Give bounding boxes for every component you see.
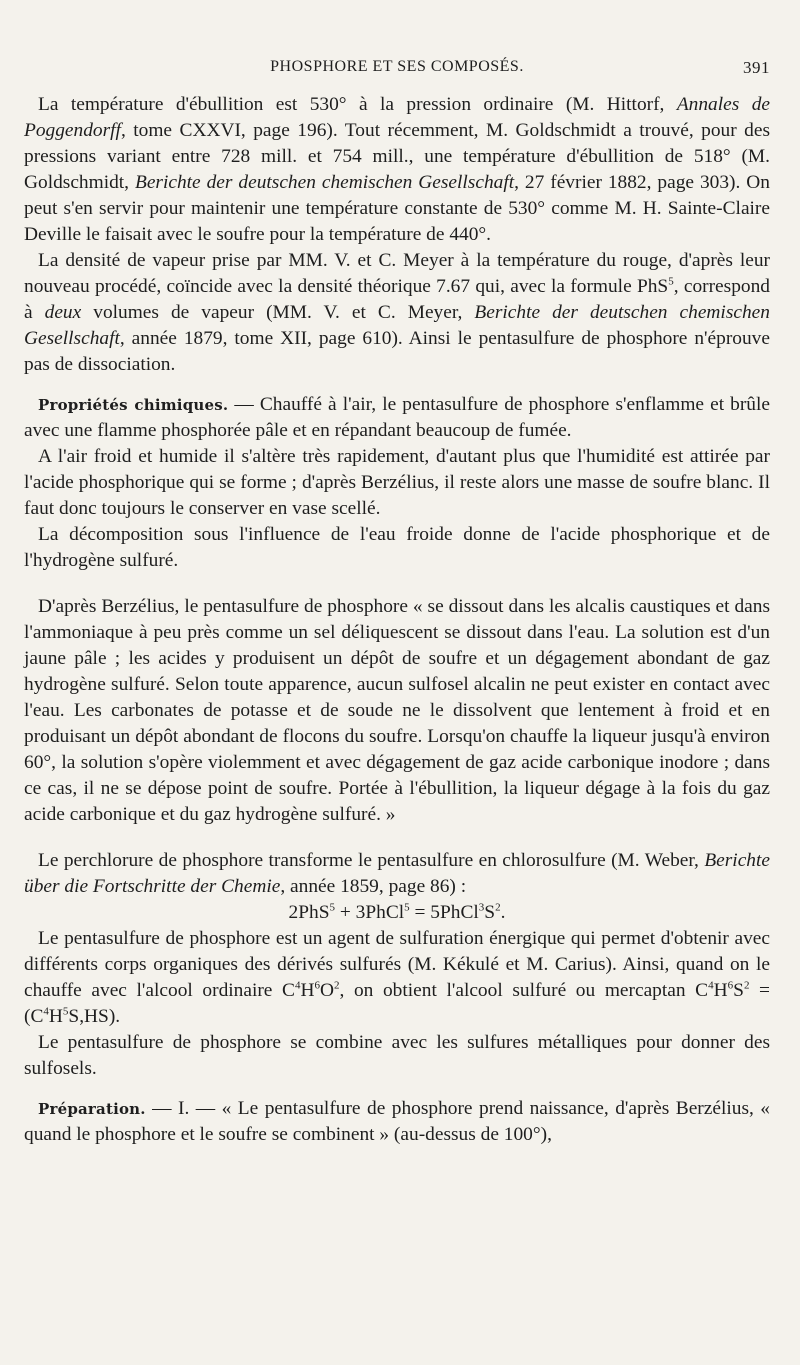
formula-index: 6 — [314, 979, 320, 992]
paragraph-boiling-point — [24, 92, 770, 248]
text-run: , année 1859, page 86) : — [280, 876, 467, 897]
formula-index: 2 — [743, 979, 750, 992]
text-run: = (C — [24, 980, 770, 1027]
eq-index: 2 — [495, 901, 501, 914]
formula-index: 4 — [708, 979, 714, 992]
text-run: — I. — « Le pentasulfure de phosphore prend naissance, d'après Berzélius, « quand le phosphore et le soufre se combinent » (au-dessus de 100°), — [24, 1098, 770, 1145]
citation-title: Berichte der deutschen chemischen Gesellschaft — [134, 172, 515, 193]
subscript-index: 5 — [668, 275, 674, 288]
text-run: H — [300, 980, 315, 1001]
text-run: H — [713, 980, 728, 1001]
eq-term: + 3PhCl — [335, 902, 405, 923]
paragraph-chemical-properties — [24, 392, 770, 444]
text-run: , on obtient l'alcool sulfuré ou mercaptan C — [339, 980, 709, 1001]
formula-index: 4 — [294, 979, 301, 992]
section-lead: Préparation. — [38, 1100, 146, 1118]
text-run: volumes de vapeur (MM. V. et C. Meyer, — [81, 302, 475, 323]
paragraph-vapour-density — [24, 248, 770, 378]
running-header — [24, 58, 770, 84]
text-run: La température d'ébullition est 530° à la pression ordinaire (M. Hittorf, — [38, 94, 677, 115]
text-run: , année 1879, tome XII, page 610). Ainsi le pentasulfure de phosphore n'éprouve pas de dissociation. — [24, 328, 770, 375]
formula-index: 5 — [62, 1005, 69, 1018]
eq-index: 5 — [404, 901, 410, 914]
eq-term: S — [484, 902, 496, 923]
citation-title: Annales de Poggendorff — [24, 94, 770, 141]
text-run: S — [733, 980, 744, 1001]
text-run: Le pentasulfure de phosphore est un agent de sulfuration énergique qui permet d'obtenir avec différents corps organiques des dérivés sulfurés (M. Kékulé et M. Carius). Ainsi, quand on le chauffe avec l'alcool ordinaire C — [24, 928, 770, 1001]
formula-index: 4 — [43, 1005, 49, 1018]
page-number: 391 — [743, 58, 770, 77]
running-title: PHOSPHORE ET SES COMPOSÉS. — [270, 58, 524, 75]
text-run: , 27 février 1882, page 303). On peut s'en servir pour maintenir une température constante de 530° comme M. H. Sainte-Claire Deville le faisait avec le soufre pour la température de 440°. — [24, 172, 770, 245]
paragraph-sulfosels: Le pentasulfure de phosphore se combine avec les sulfures métalliques pour donner des sulfosels. — [24, 1032, 770, 1079]
citation-title: Berichte über die Fortschritte der Chemie — [24, 850, 770, 897]
text-run: S,HS). — [68, 1006, 121, 1027]
text-run: O — [319, 980, 334, 1001]
paragraph-decomposition: La décomposition sous l'influence de l'eau froide donne de l'acide phosphorique et de l'hydrogène sulfuré. — [24, 524, 770, 571]
citation-title: Berichte der deutschen chemischen Gesellschaft — [24, 302, 770, 349]
text-run: La densité de vapeur prise par MM. V. et C. Meyer à la température du rouge, d'après leur nouveau procédé, coïncide avec la densité théorique 7.67 qui, avec la formule PhS — [24, 250, 770, 297]
emphasis: deux — [44, 302, 82, 323]
paragraph-sulfuration — [24, 926, 770, 1030]
formula-index: 2 — [334, 979, 340, 992]
paragraph-preparation — [24, 1096, 770, 1148]
body-text — [24, 92, 770, 1148]
paragraph-berzelius-quote: D'après Berzélius, le pentasulfure de phosphore « se dissout dans les alcalis caustiques et dans l'ammoniaque à peu près comme un sel déliquescent se dissout dans l'eau. La solution est d'un jaune pâle ; les acides y produisent un dépôt de soufre et un dégagement abondant de gaz hydrogène sulfuré. Selon toute apparence, aucun sulfosel alcalin ne peut exister en contact avec l'eau. Les carbonates de potasse et de soude ne le dissolvent que lentement à froid et en produisant un dépôt abondant de flocons du soufre. Lorsqu'on chauffe la liqueur jusqu'à environ 60°, la solution s'opère violemment et avec dégagement de gaz acide carbonique inodore ; dans ce cas, il ne se dépose point de soufre. Portée à l'ébullition, la liqueur dégage à la fois du gaz acide carbonique et du gaz hydrogène sulfuré. » — [24, 596, 770, 825]
eq-term: . — [500, 902, 506, 923]
text-run: , correspond à — [24, 276, 770, 323]
formula-index: 6 — [727, 979, 734, 992]
eq-index: 3 — [478, 901, 485, 914]
chemical-equation — [24, 900, 770, 926]
eq-term: 2PhS — [288, 902, 330, 923]
paragraph-perchloride — [24, 848, 770, 900]
section-lead: Propriétés chimiques. — [38, 396, 229, 414]
text-run: Le perchlorure de phosphore transforme le pentasulfure en chlorosulfure (M. Weber, — [38, 850, 705, 871]
eq-term: = 5PhCl — [409, 902, 479, 923]
eq-index: 5 — [329, 901, 336, 914]
text-run: H — [48, 1006, 63, 1027]
text-run: , tome CXXVI, page 196). Tout récemment, M. Goldschmidt a trouvé, pour des pressions variant entre 728 mill. et 754 mill., une température d'ébullition de 518° (M. Goldschmidt, — [24, 120, 770, 193]
paragraph-humidity: A l'air froid et humide il s'altère très rapidement, d'autant plus que l'humidité est attirée par l'acide phosphorique qui se forme ; d'après Berzélius, il reste alors une masse de soufre blanc. Il faut donc toujours le conserver en vase scellé. — [24, 446, 770, 519]
text-run: — Chauffé à l'air, le pentasulfure de phosphore s'enflamme et brûle avec une flamme phosphorée pâle et en répandant beaucoup de fumée. — [24, 394, 771, 441]
